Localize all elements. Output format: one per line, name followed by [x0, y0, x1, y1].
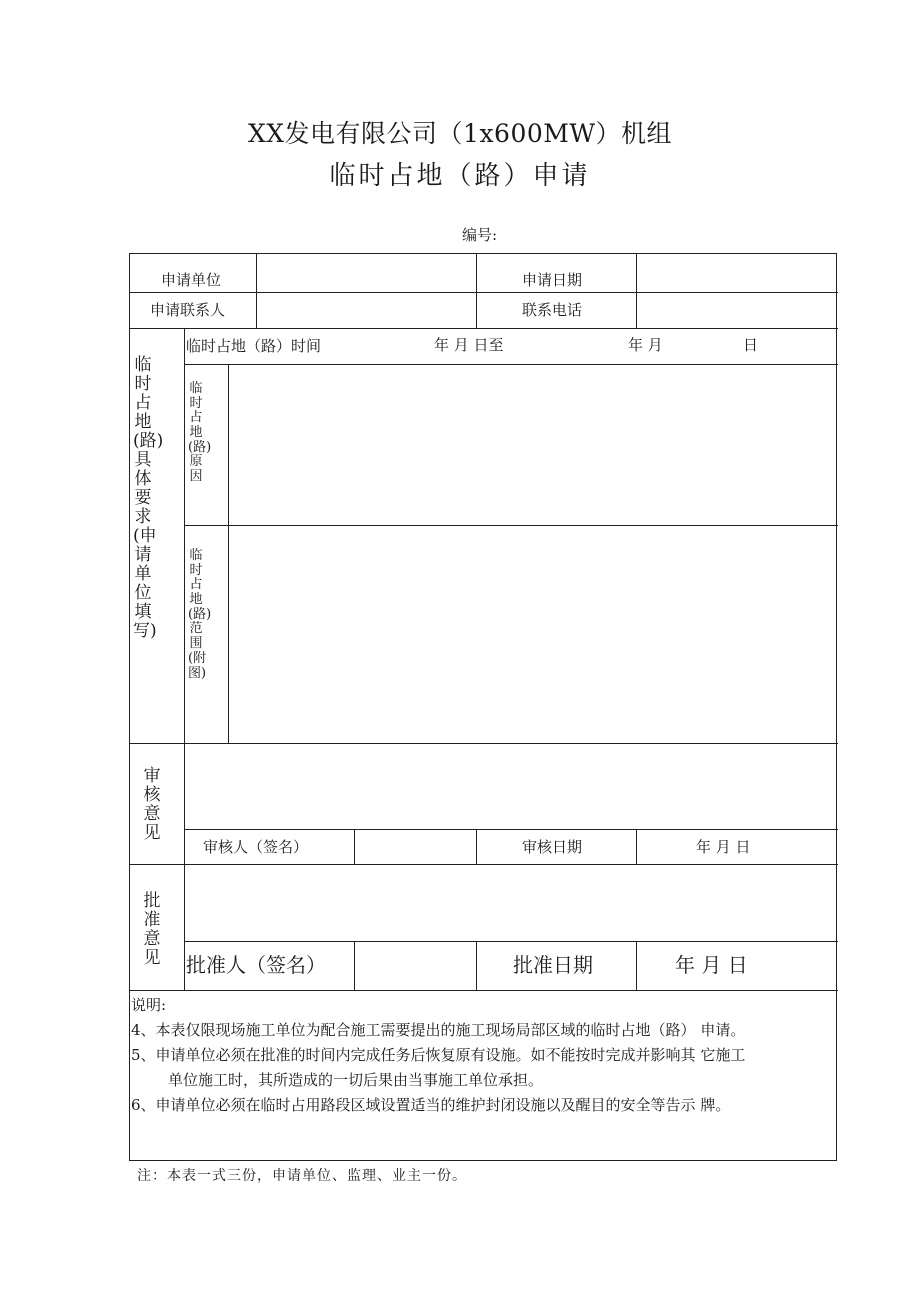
- row-divider: [130, 328, 838, 329]
- application-form: [129, 253, 837, 1161]
- row-divider: [130, 864, 838, 865]
- col-divider: [184, 328, 185, 990]
- contact-person-label: 申请联系人: [150, 301, 226, 319]
- col-divider: [354, 829, 355, 864]
- row-divider: [130, 743, 838, 744]
- row-divider: [184, 829, 838, 830]
- row-divider: [184, 364, 838, 365]
- occupation-time-label: 临时占地（路）时间: [186, 337, 322, 355]
- occupation-time-from: 年 月 日至: [434, 336, 504, 354]
- note-item-5: 5、申请单位必须在批准的时间内完成任务后恢复原有设施。如不能按时完成并影响其 它施工: [131, 1046, 746, 1064]
- col-divider: [476, 254, 477, 328]
- review-date-value: 年 月 日: [696, 838, 751, 856]
- col-divider: [476, 829, 477, 864]
- occupation-time-to-day: 日: [743, 336, 759, 354]
- reviewer-signature-label: 审核人（签名）: [203, 838, 309, 856]
- approval-date-label: 批准日期: [513, 953, 593, 977]
- row-divider: [130, 292, 838, 293]
- row-divider: [184, 525, 838, 526]
- col-divider: [636, 254, 637, 328]
- document-title-line2: 临时占地（路）申请: [329, 161, 591, 191]
- review-opinion-label: 审核意见: [143, 766, 161, 844]
- notes-heading: 说明:: [131, 996, 167, 1014]
- approval-date-value: 年 月 日: [675, 953, 748, 977]
- serial-number-label: 编号:: [462, 226, 498, 244]
- note-item-4: 4、本表仅限现场施工单位为配合施工需要提出的施工现场局部区域的临时占地（路） 申请。: [131, 1021, 746, 1039]
- notes-block: [131, 993, 745, 1118]
- col-divider: [228, 364, 229, 743]
- col-divider: [476, 941, 477, 990]
- occupation-time-to-month: 年 月: [628, 336, 663, 354]
- row-divider: [184, 941, 838, 942]
- approver-signature-label: 批准人（签名）: [186, 953, 326, 977]
- col-divider: [256, 254, 257, 328]
- contact-phone-label: 联系电话: [522, 301, 583, 319]
- occupation-reason-label: 临时占地(路)原因: [188, 381, 212, 485]
- review-date-label: 审核日期: [522, 838, 583, 856]
- apply-date-label: 申请日期: [522, 271, 583, 289]
- document-title-line1: XX发电有限公司（1x600MW）机组: [247, 119, 673, 148]
- col-divider: [636, 829, 637, 864]
- occupation-scope-label: 临时占地(路)范围(附图): [188, 548, 212, 681]
- note-item-6: 6、申请单位必须在临时占用路段区域设置适当的维护封闭设施以及醒目的安全等告示 牌。: [131, 1096, 731, 1114]
- approval-opinion-label: 批准意见: [143, 891, 161, 969]
- applicant-unit-label: 申请单位: [161, 271, 222, 289]
- col-divider: [636, 941, 637, 990]
- col-divider: [354, 941, 355, 990]
- footer-note: 注：本表一式三份，申请单位、监理、业主一份。: [137, 1168, 467, 1184]
- note-item-5-continued: 单位施工时，其所造成的一切后果由当事施工单位承担。: [168, 1071, 544, 1089]
- row-divider: [130, 990, 838, 991]
- requirements-section-label: 临时占地(路)具体要求(申请单位填写): [133, 355, 164, 642]
